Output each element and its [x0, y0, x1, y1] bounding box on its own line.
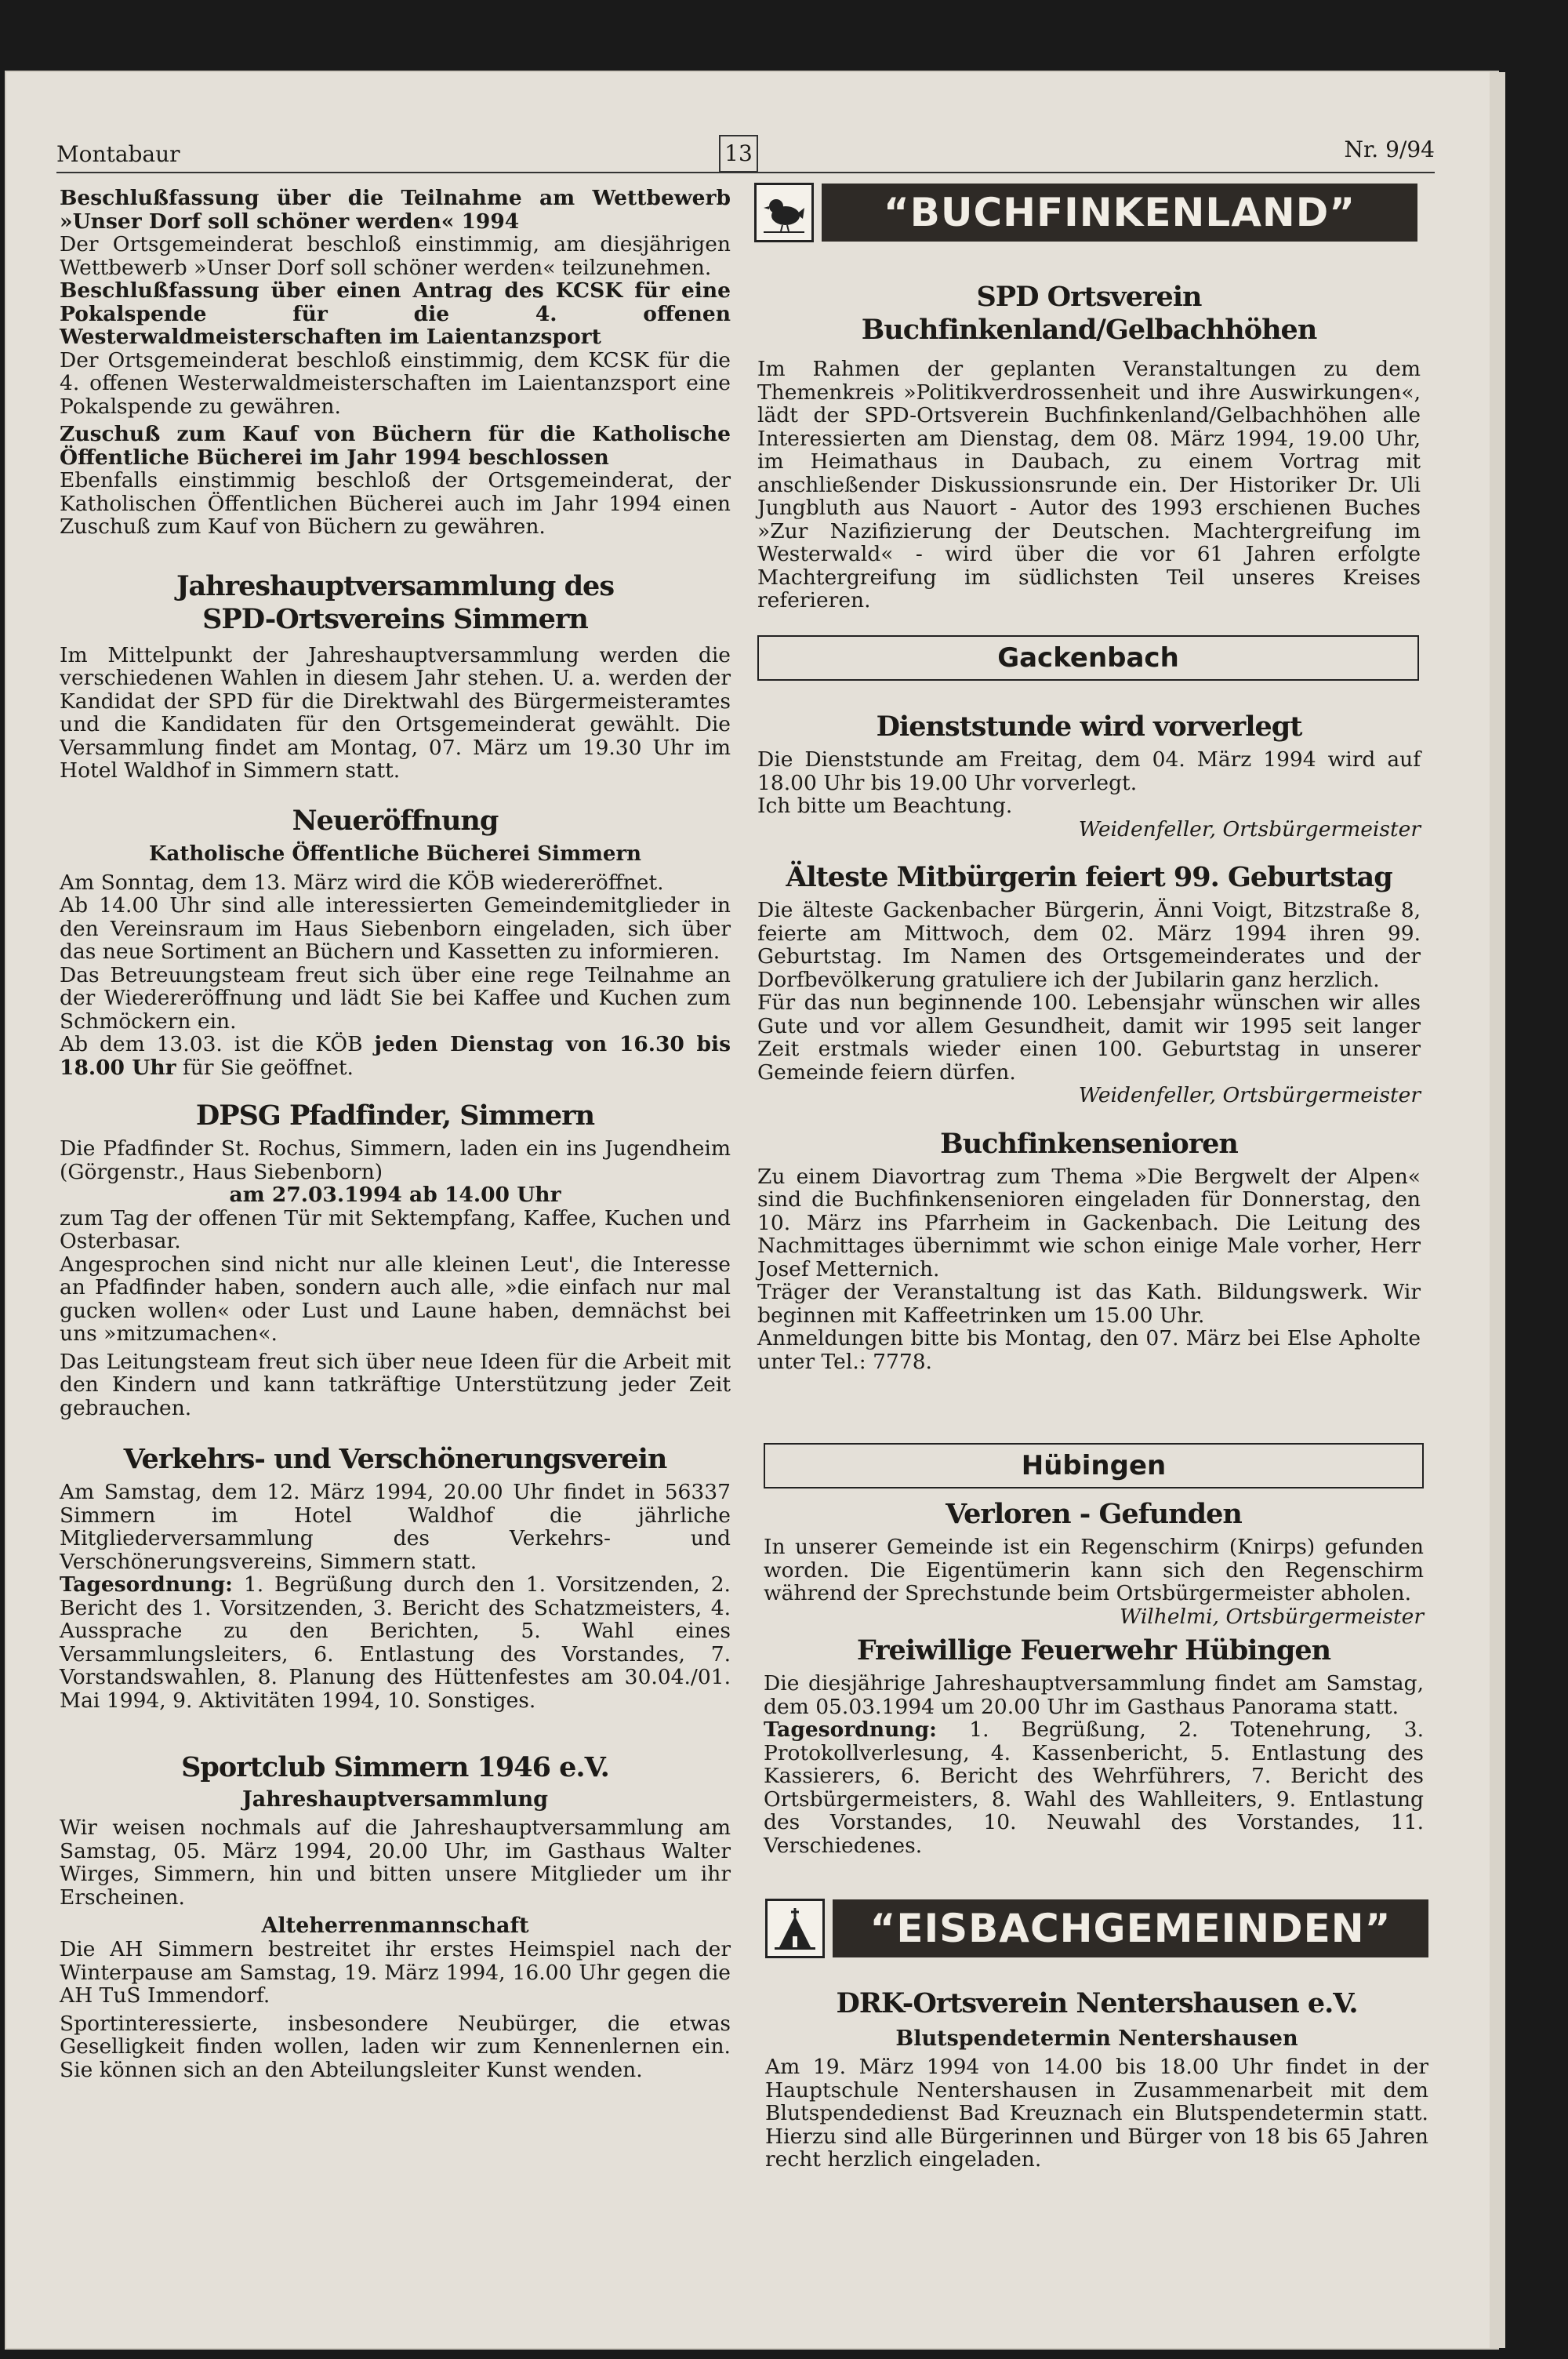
- senioren-p3: Anmeldungen bitte bis Montag, den 07. März bei Else Apholte unter Tel.: 7778.: [757, 1326, 1421, 1374]
- page-number: 13: [719, 135, 758, 173]
- dienst-signature: Weidenfeller, Ortsbürgermeister: [1078, 816, 1421, 841]
- drk-title: DRK-Ortsverein Nentershausen e.V.: [836, 1987, 1358, 2019]
- neueroeffnung-title: Neueröffnung: [292, 804, 499, 837]
- neueroeffnung-p4: [60, 1033, 731, 1079]
- dpsg-p4: Das Leitungsteam freut sich über neue Ideen für die Arbeit mit den Kindern und kann tatkräftige Unterstützung jeder Zeit gebrauchen.: [60, 1349, 731, 1420]
- buchfinkensenioren-title: Buchfinkensenioren: [940, 1127, 1238, 1160]
- sportclub-sub1: Jahreshauptversammlung: [242, 1787, 548, 1812]
- sportclub-p3: Sportinteressierte, insbesondere Neubürger, die etwas Geselligkeit finden wollen, laden wir zum Kennenlernen ein. Sie können sich an den Abteilungsleiter Kunst wenden.: [60, 2011, 731, 2082]
- right-column-huebingen: [764, 1498, 1424, 1857]
- vv-agenda: 1. Begrüßung durch den 1. Vorsitzenden, 2. Bericht des 1. Vorsitzenden, 3. Bericht des Schatzmeisters, 4. Aussprache zu den Berichten, 5. Wahl eines Versammlungsleiters, 6. Entlastung des Vorstandes, 7. Vorstandswahlen, 8. Planung des Hüttenfestes am 30.04./01. Mai 1994, 9. Aktivitäten 1994, 10. Sonstiges.: [60, 1572, 731, 1713]
- header-town: Montabaur: [56, 141, 180, 167]
- feuerwehr-p2: [764, 1718, 1424, 1857]
- senioren-p1: Zu einem Diavortrag zum Thema »Die Bergwelt der Alpen« sind die Buchfinkensenioren eingeladen für Donnerstag, den 10. März ins Pfarrheim in Gackenbach. Die Leitung des Nachmittages übernimmt wie schon einige Male vorher, Herr Josef Metternich.: [757, 1164, 1421, 1281]
- sportclub-p1: Wir weisen nochmals auf die Jahreshauptversammlung am Samstag, 05. März 1994, 20.00 Uhr, im Gasthaus Walter Wirges, Simmern, hin und bitten unsere Mitglieder um ihr Erscheinen.: [60, 1816, 731, 1910]
- left-column: [60, 187, 731, 2081]
- spd-bf-title-2: Buchfinkenland/Gelbachhöhen: [861, 314, 1317, 346]
- spd-bf-title-1: SPD Ortsverein: [976, 281, 1202, 313]
- dienst-title: Dienststunde wird vorverlegt: [876, 711, 1302, 743]
- aelteste-signature: Weidenfeller, Ortsbürgermeister: [1078, 1083, 1421, 1107]
- neueroeffnung-subtitle: Katholische Öffentliche Bücherei Simmern: [148, 841, 642, 866]
- dienst-text2: Ich bitte um Beachtung.: [757, 794, 1013, 818]
- verloren-text: In unserer Gemeinde ist ein Regenschirm (Knirps) gefunden worden. Die Eigentümerin kann sich den Regenschirm während der Sprechstunde beim Ortsbürgermeister abholen.: [764, 1535, 1424, 1605]
- spd-simmern-title: Jahreshauptversammlung des SPD-Ortsvereins Simmern: [176, 569, 615, 635]
- dpsg-p1: Die Pfadfinder St. Rochus, Simmern, laden ein ins Jugendheim (Görgenstr., Haus Siebenborn): [60, 1136, 731, 1184]
- right-column-top: [757, 281, 1421, 612]
- church-logo-icon: [765, 1899, 825, 1958]
- vv-label: Tagesordnung:: [60, 1572, 233, 1597]
- neueroeffnung-p1: Am Sonntag, dem 13. März wird die KÖB wiedereröffnet.: [60, 870, 664, 895]
- senioren-p2: Träger der Veranstaltung ist das Kath. Bildungswerk. Wir beginnen mit Kaffeetrinken um 15.00 Uhr.: [757, 1280, 1421, 1328]
- neu-p4a: Ab dem 13.03. ist die KÖB: [60, 1032, 363, 1056]
- issue-number: Nr. 9/94: [1344, 136, 1435, 162]
- aelteste-p2: Für das nun beginnende 100. Lebensjahr wünschen wir alles Gute und vor allem Gesundheit, damit wir 1995 seit langer Zeit erstmals wieder einen 100. Geburtstag in unserer Gemeinde feiern dürfen.: [757, 990, 1421, 1085]
- feuerwehr-title: Freiwillige Feuerwehr Hübingen: [856, 1634, 1331, 1667]
- aelteste-p1: Die älteste Gackenbacher Bürgerin, Änni Voigt, Bitzstraße 8, feierte am Mittwoch, dem 02. März 1994 ihren 99. Geburtstag. Im Namen des Ortsgemeinderates und der Dorfbevölkerung gratuliere ich der Jubilarin ganz herzlich.: [757, 898, 1421, 992]
- page-edge: [1490, 72, 1505, 2348]
- vv-title: Verkehrs- und Verschönerungsverein: [123, 1443, 667, 1475]
- drk-text: Am 19. März 1994 von 14.00 bis 18.00 Uhr findet in der Hauptschule Nentershausen in Zusammenarbeit mit dem Blutspendedienst Bad Kreuznach ein Blutspendetermin statt. Hierzu sind alle Bürgerinnen und Bürger von 18 bis 65 Jahren recht herzlich eingeladen.: [765, 2055, 1428, 2172]
- b1-title: Beschlußfassung über die Teilnahme am Wettbewerb »Unser Dorf soll schöner werden« 1994: [60, 186, 731, 234]
- feuerwehr-p1: Die diesjährige Jahreshauptversammlung findet am Samstag, dem 05.03.1994 um 20.00 Uhr im Gasthaus Panorama statt.: [764, 1671, 1424, 1719]
- b2-text: Der Ortsgemeinderat beschloß einstimmig, dem KCSK für die 4. offenen Westerwaldmeisterschaften im Laientanzsport eine Pokalspende zu gewähren.: [60, 347, 731, 419]
- right-column-eisbach: [765, 1987, 1428, 2172]
- dpsg-title: DPSG Pfadfinder, Simmern: [195, 1100, 595, 1132]
- drk-subtitle: Blutspendetermin Nentershausen: [895, 2026, 1298, 2051]
- spd-bf-text: Im Rahmen der geplanten Veranstaltungen zu dem Themenkreis »Politikverdrossenheit und ihre Auswirkungen«, lädt der SPD-Ortsverein Buchfinkenland/Gelbachhöhen alle Interessierten am Dienstag, dem 08. März 1994, 19.00 Uhr, im Heimathaus in Daubach, zu einem Vortrag mit anschließender Diskussionsrunde ein. Der Historiker Dr. Uli Jungbluth aus Nauort - Autor des 1993 erschienen Buches »Zur Nazifizierung der Deutschen. Machtergreifung im Westerwald« - wird über die vor 61 Jahren erfolgte Machtergreifung im südlichsten Teil unseres Kreises referieren.: [757, 357, 1421, 612]
- section-gackenbach: Gackenbach: [757, 635, 1419, 681]
- neu-p4b: jeden Dienstag von 16.30 bis 18.00 Uhr: [60, 1032, 731, 1080]
- banner-buchfinkenland: [754, 184, 1417, 242]
- sportclub-title: Sportclub Simmern 1946 e.V.: [181, 1751, 609, 1783]
- sportclub-sub2: Alteherrenmannschaft: [261, 1914, 529, 1938]
- banner-buchfinkenland-label: “BUCHFINKENLAND”: [822, 184, 1417, 242]
- section-huebingen: Hübingen: [764, 1443, 1424, 1488]
- b3-text: Ebenfalls einstimmig beschloß der Ortsgemeinderat, der Katholischen Öffentlichen Bücherei auch im Jahr 1994 einen Zuschuß zum Kauf von Büchern zu gewähren.: [60, 468, 731, 539]
- dienst-text: Die Dienststunde am Freitag, dem 04. März 1994 wird auf 18.00 Uhr bis 19.00 Uhr vorverlegt.: [757, 747, 1421, 795]
- banner-eisbachgemeinden-label: “EISBACHGEMEINDEN”: [833, 1899, 1428, 1957]
- right-column-gackenbach: [757, 711, 1421, 1373]
- spd-simmern-text: Im Mittelpunkt der Jahreshauptversammlung werden die verschiedenen Wahlen in diesem Jahr stehen. U. a. werden der Kandidat der SPD für die Direktwahl des Bürgermeisteramtes und die Kandidaten für den Ortsgemeinderat gewählt. Die Versammlung findet am Montag, 07. März um 19.30 Uhr im Hotel Waldhof in Simmern statt.: [60, 642, 731, 783]
- verloren-title: Verloren - Gefunden: [946, 1498, 1242, 1530]
- neueroeffnung-p2: Ab 14.00 Uhr sind alle interessierten Gemeindemitglieder in den Vereinsraum im Haus Siebenborn eingeladen, sich über das neue Sortiment an Büchern und Kassetten zu informieren.: [60, 893, 731, 964]
- neueroeffnung-p3: Das Betreuungsteam freut sich über eine rege Teilnahme an der Wiedereröffnung und lädt Sie bei Kaffee und Kuchen zum Schmöckern ein.: [60, 962, 731, 1034]
- aelteste-title: Älteste Mitbürgerin feiert 99. Geburtstag: [786, 861, 1392, 893]
- banner-eisbachgemeinden: [765, 1899, 1428, 1957]
- dpsg-p2: zum Tag der offenen Tür mit Sektempfang, Kaffee, Kuchen und Osterbasar.: [60, 1205, 731, 1253]
- neu-p4c: für Sie geöffnet.: [182, 1055, 354, 1080]
- ff-label: Tagesordnung:: [764, 1717, 937, 1742]
- verloren-signature: Wilhelmi, Ortsbürgermeister: [1120, 1604, 1424, 1629]
- b3-title: Zuschuß zum Kauf von Büchern für die Katholische Öffentliche Bücherei im Jahr 1994 beschlossen: [60, 422, 731, 470]
- bird-logo-icon: [754, 183, 814, 242]
- dpsg-p3: Angesprochen sind nicht nur alle kleinen Leut', die Interesse an Pfadfinder haben, sondern auch alle, »die einfach nur mal gucken wollen« oder Lust und Laune haben, demnächst bei uns »mitzumachen«.: [60, 1252, 731, 1346]
- vv-p1: Am Samstag, dem 12. März 1994, 20.00 Uhr findet in 56337 Simmern im Hotel Waldhof die jährliche Mitgliederversammlung des Verkehrs- und Verschönerungsvereins, Simmern statt.: [60, 1480, 731, 1574]
- b1-text: Der Ortsgemeinderat beschloß einstimmig, am diesjährigen Wettbewerb »Unser Dorf soll schöner werden« teilzunehmen.: [60, 232, 731, 280]
- b2-title: Beschlußfassung über einen Antrag des KCSK für eine Pokalspende für die 4. offenen Westerwaldmeisterschaften im Laientanzsport: [60, 278, 731, 349]
- dpsg-date: am 27.03.1994 ab 14.00 Uhr: [229, 1183, 561, 1207]
- sportclub-p2: Die AH Simmern bestreitet ihr erstes Heimspiel nach der Winterpause am Samstag, 19. März 1994, 16.00 Uhr gegen die AH TuS Immendorf.: [60, 1937, 731, 2008]
- vv-p2: [60, 1573, 731, 1712]
- ff-agenda: 1. Begrüßung, 2. Totenehrung, 3. Protokollverlesung, 4. Kassenbericht, 5. Entlastung des Kassierers, 6. Bericht des Wehrführers, 7. Bericht des Ortsbürgermeisters, 8. Wahl des Wahlleiters, 9. Entlastung des Vorstandes, 10. Neuwahl des Vorstandes, 11. Verschiedenes.: [764, 1717, 1424, 1858]
